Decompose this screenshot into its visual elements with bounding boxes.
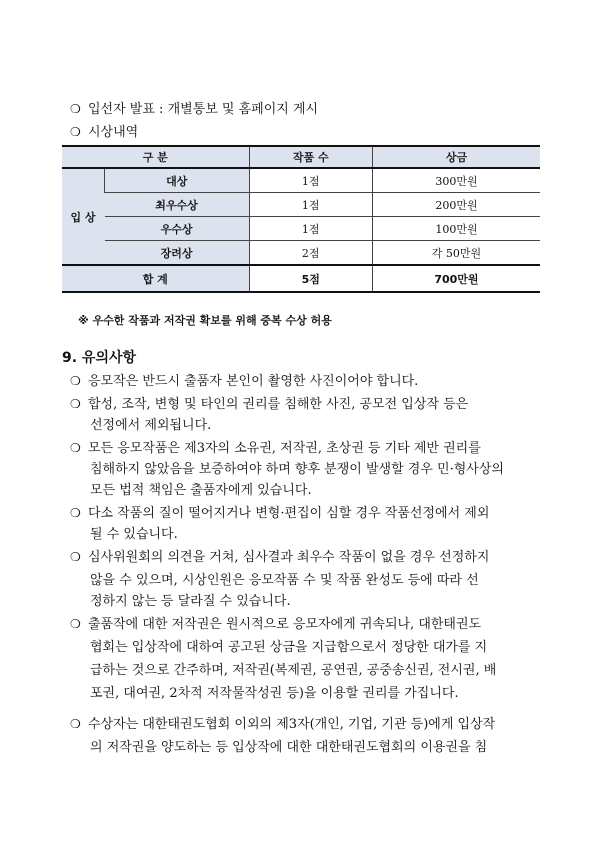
table-row bbox=[62, 241, 540, 266]
circle-bullet-icon: ❍ bbox=[70, 125, 81, 139]
notice-text-cont: 침해하지 않았음을 보증하여야 하며 향후 분쟁이 발생할 경우 민·형사상의 bbox=[90, 462, 504, 477]
notice-text: 심사위원회의 의견을 거쳐, 심사결과 최우수 작품이 없을 경우 선정하지 bbox=[88, 550, 490, 565]
total-label: 합 계 bbox=[62, 265, 249, 292]
notice-text: 합성, 조작, 변형 및 타인의 권리를 침해한 사진, 공모전 입상작 등은 bbox=[88, 397, 469, 412]
award-count: 2점 bbox=[249, 241, 372, 266]
notice-text-cont: 의 저작권을 양도하는 등 입상작에 대한 대한태권도협회의 이용권을 침 bbox=[90, 740, 488, 755]
header-count: 작품 수 bbox=[249, 146, 372, 168]
awards-title-text: 시상내역 bbox=[88, 125, 139, 140]
award-prize: 300만원 bbox=[372, 168, 540, 193]
award-name: 우수상 bbox=[105, 217, 250, 241]
notice-text-cont: 협회는 입상작에 대하여 공고된 상금을 지급함으로서 정당한 대가를 지 bbox=[90, 640, 488, 655]
notice-text: 수상자는 대한태권도협회 이외의 제3자(개인, 기업, 기관 등)에게 입상작 bbox=[88, 717, 496, 732]
total-prize: 700만원 bbox=[372, 265, 540, 292]
notice-text-cont: 급하는 것으로 간주하며, 저작권(복제권, 공연권, 공중송신권, 전시권, 배 bbox=[90, 663, 497, 678]
circle-bullet-icon: ❍ bbox=[70, 550, 81, 564]
notice-text: 다소 작품의 질이 떨어지거나 변형·편집이 심할 경우 작품선정에서 제외 bbox=[88, 506, 490, 521]
table-row bbox=[62, 217, 540, 241]
circle-bullet-icon: ❍ bbox=[70, 374, 81, 388]
table-row bbox=[62, 193, 540, 217]
table-row bbox=[62, 168, 540, 193]
notice-text: 응모작은 반드시 출품자 본인이 촬영한 사진이어야 합니다. bbox=[88, 374, 419, 389]
circle-bullet-icon: ❍ bbox=[70, 717, 81, 731]
prize-table bbox=[62, 145, 540, 293]
notice-text: 모든 응모작품은 제3자의 소유권, 저작권, 초상권 등 기타 제반 권리를 bbox=[88, 441, 481, 456]
award-name: 최우수상 bbox=[105, 193, 250, 217]
circle-bullet-icon: ❍ bbox=[70, 102, 81, 116]
award-name: 대상 bbox=[105, 168, 250, 193]
award-count: 1점 bbox=[249, 193, 372, 217]
notice-text-cont: 선정에서 제외됩니다. bbox=[90, 418, 212, 433]
announce-text: 입선자 발표 : 개별통보 및 홈페이지 게시 bbox=[88, 102, 319, 117]
table-header-row bbox=[62, 146, 540, 168]
award-count: 1점 bbox=[249, 168, 372, 193]
circle-bullet-icon: ❍ bbox=[70, 617, 81, 631]
notice-text: 출품작에 대한 저작권은 원시적으로 응모자에게 귀속되나, 대한태권도 bbox=[88, 617, 482, 632]
header-prize: 상금 bbox=[372, 146, 540, 168]
awards-title-line bbox=[70, 121, 138, 140]
award-prize: 200만원 bbox=[372, 193, 540, 217]
header-category: 구 분 bbox=[62, 146, 249, 168]
notice-text-cont: 정하지 않는 등 달라질 수 있습니다. bbox=[90, 594, 291, 609]
notice-text-cont: 포권, 대여권, 2차적 저작물작성권 등)을 이용할 권리를 가집니다. bbox=[90, 686, 459, 701]
circle-bullet-icon: ❍ bbox=[70, 506, 81, 520]
duplicate-award-note: ※ 우수한 작품과 저작권 확보를 위해 중복 수상 허용 bbox=[78, 314, 332, 327]
table-total-row bbox=[62, 265, 540, 292]
group-label: 입 상 bbox=[62, 168, 105, 265]
award-prize: 각 50만원 bbox=[372, 241, 540, 266]
notice-text-cont: 않을 수 있으며, 시상인원은 응모작품 수 및 작품 완성도 등에 따라 선 bbox=[90, 573, 479, 588]
notice-text-cont: 모든 법적 책임은 출품자에게 있습니다. bbox=[90, 483, 312, 498]
total-count: 5점 bbox=[249, 265, 372, 292]
notice-text-cont: 될 수 있습니다. bbox=[90, 527, 178, 542]
award-prize: 100만원 bbox=[372, 217, 540, 241]
award-name: 장려상 bbox=[105, 241, 250, 266]
circle-bullet-icon: ❍ bbox=[70, 441, 81, 455]
circle-bullet-icon: ❍ bbox=[70, 397, 81, 411]
award-count: 1점 bbox=[249, 217, 372, 241]
section-title: 9. 유의사항 bbox=[62, 350, 137, 366]
announce-line bbox=[70, 98, 318, 117]
